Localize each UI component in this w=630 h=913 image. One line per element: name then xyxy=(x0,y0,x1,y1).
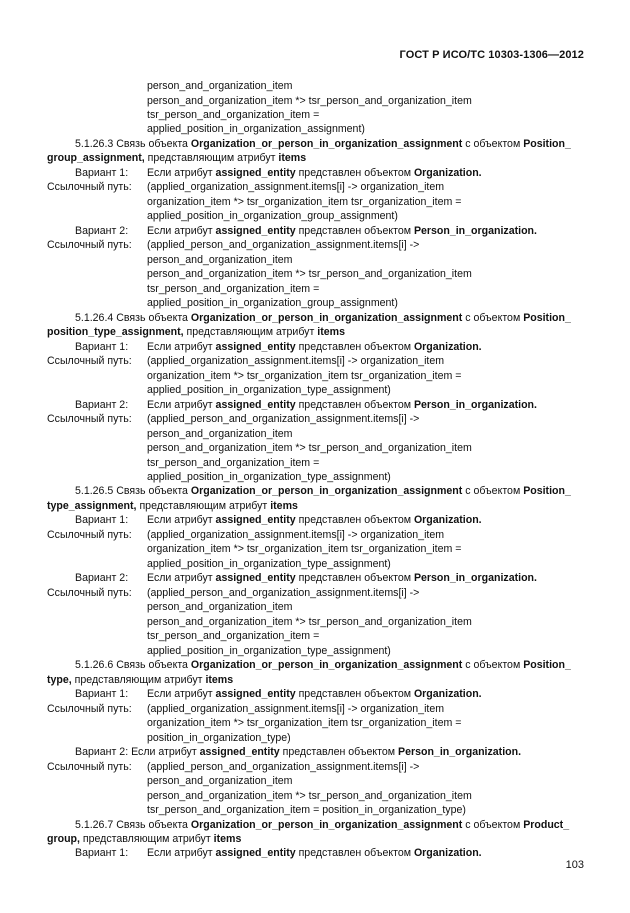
path-line: organization_item *> tsr_organization_item tsr_organization_item = xyxy=(147,717,462,730)
text-segment: представлен объектом xyxy=(295,224,414,237)
text-segment: assigned_entity xyxy=(215,514,296,527)
text-segment: представлен объектом xyxy=(295,340,414,353)
page-number: 103 xyxy=(565,859,584,871)
reference-path-label: Ссылочный путь: xyxy=(47,413,132,425)
text-segment: представляющим атрибут xyxy=(183,326,318,339)
section-heading xyxy=(75,658,571,672)
text-segment: Position_ xyxy=(523,311,571,324)
reference-path-label: Ссылочный путь: xyxy=(47,586,132,599)
path-line: applied_position_in_organization_group_assignment) xyxy=(147,297,398,310)
variant-condition xyxy=(147,398,537,412)
text-segment: type_assignment, xyxy=(47,499,137,512)
text-segment: Position_ xyxy=(523,659,571,672)
section-heading xyxy=(75,137,571,151)
text-segment: assigned_entity xyxy=(215,340,296,353)
text-segment: Если атрибут xyxy=(147,340,216,353)
text-segment: Position_ xyxy=(523,137,571,150)
text-segment: представлен объектом xyxy=(279,746,399,759)
text-segment: Organization. xyxy=(413,847,482,860)
variant-condition xyxy=(147,571,537,585)
path-line: tsr_person_and_organization_item = xyxy=(147,109,320,121)
text-segment: Вариант 2: Если атрибут xyxy=(75,746,200,759)
text-segment: с объектом xyxy=(462,311,524,324)
text-segment: представлен объектом xyxy=(295,847,414,860)
variant-condition xyxy=(147,224,537,238)
variant-condition xyxy=(147,513,482,527)
path-line: person_and_organization_item *> tsr_person_and_organization_item xyxy=(147,615,472,628)
text-segment: Organization. xyxy=(413,514,482,527)
variant-label: Вариант 1: xyxy=(75,688,129,701)
section-heading xyxy=(75,818,569,832)
text-segment: group_assignment, xyxy=(47,152,145,165)
text-segment: position_type_assignment, xyxy=(47,326,184,339)
path-line: applied_position_in_organization_type_assignment) xyxy=(147,557,391,570)
variant-label: Вариант 2: xyxy=(75,224,129,237)
text-segment: items xyxy=(278,152,307,165)
text-segment: type, xyxy=(47,673,72,686)
text-segment: Product_ xyxy=(523,818,570,831)
text-segment: представляющим атрибут xyxy=(71,673,206,686)
text-segment: assigned_entity xyxy=(215,572,296,585)
section-heading xyxy=(75,745,521,759)
reference-path-text: (applied_person_and_organization_assignment.items[i] -> xyxy=(147,239,420,252)
path-line: applied_position_in_organization_group_assignment) xyxy=(147,210,398,223)
text-segment: 5.1.26.7 Связь объекта xyxy=(75,818,191,831)
reference-path-label: Ссылочный путь: xyxy=(47,528,132,541)
path-line: person_and_organization_item xyxy=(147,427,293,440)
text-segment: Если атрибут xyxy=(147,847,216,860)
path-line: person_and_organization_item *> tsr_person_and_organization_item xyxy=(147,442,472,454)
variant-label: Вариант 1: xyxy=(75,340,129,353)
reference-path-label: Ссылочный путь: xyxy=(47,760,132,773)
text-segment: items xyxy=(213,833,242,845)
text-segment: Если атрибут xyxy=(147,166,216,179)
path-line: tsr_person_and_organization_item = xyxy=(147,630,320,643)
reference-path-label: Ссылочный путь: xyxy=(47,355,132,368)
path-line: organization_item *> tsr_organization_item tsr_organization_item = xyxy=(147,543,462,556)
text-segment: assigned_entity xyxy=(215,847,296,860)
path-line: tsr_person_and_organization_item = xyxy=(147,282,320,295)
text-segment: items xyxy=(270,499,298,512)
text-segment: Если атрибут xyxy=(147,224,216,237)
path-line: position_in_organization_type) xyxy=(147,731,291,744)
text-segment: Organization_or_person_in_organization_assignment xyxy=(190,311,463,324)
variant-condition xyxy=(147,687,482,701)
text-segment: 5.1.26.6 Связь объекта xyxy=(75,659,191,672)
path-line: organization_item *> tsr_organization_item tsr_organization_item = xyxy=(147,195,462,208)
text-segment: Если атрибут xyxy=(147,572,216,585)
variant-label: Вариант 1: xyxy=(75,166,129,179)
text-segment: 5.1.26.4 Связь объекта xyxy=(75,311,191,324)
text-segment: Organization_or_person_in_organization_assignment xyxy=(190,659,463,672)
text-segment: 5.1.26.5 Связь объекта xyxy=(75,485,191,498)
text-segment: Organization. xyxy=(413,166,482,179)
path-line: person_and_organization_item *> tsr_person_and_organization_item xyxy=(147,789,472,802)
text-segment: Person_in_organization. xyxy=(413,398,537,411)
reference-path-label: Ссылочный путь: xyxy=(47,239,132,252)
path-line: person_and_organization_item *> tsr_person_and_organization_item xyxy=(147,268,472,281)
text-segment: Organization_or_person_in_organization_assignment xyxy=(190,818,463,831)
variant-label: Вариант 2: xyxy=(75,398,129,411)
text-segment: assigned_entity xyxy=(199,746,280,759)
text-segment: Position_ xyxy=(523,485,571,498)
section-heading-continuation xyxy=(47,325,345,339)
path-line: applied_position_in_organization_type_assignment) xyxy=(147,471,391,483)
path-line: organization_item *> tsr_organization_item tsr_organization_item = xyxy=(147,369,462,382)
text-segment: assigned_entity xyxy=(215,224,296,237)
path-line: person_and_organization_item xyxy=(147,601,293,614)
text-segment: Если атрибут xyxy=(147,688,216,701)
path-line: applied_position_in_organization_assignment) xyxy=(147,123,365,136)
section-heading xyxy=(75,311,571,325)
path-line: tsr_person_and_organization_item = xyxy=(147,456,320,469)
text-segment: представляющим атрибут xyxy=(79,833,214,845)
variant-label: Вариант 1: xyxy=(75,514,129,527)
section-heading-continuation xyxy=(47,151,306,165)
section-heading xyxy=(75,484,571,498)
text-segment: с объектом xyxy=(462,818,524,831)
path-line: person_and_organization_item xyxy=(147,80,293,92)
reference-path-text: (applied_organization_assignment.items[i] -> organization_item xyxy=(147,702,445,715)
variant-condition xyxy=(147,166,482,180)
text-segment: assigned_entity xyxy=(215,688,296,701)
text-segment: Organization_or_person_in_organization_assignment xyxy=(190,137,463,150)
variant-label: Вариант 1: xyxy=(75,847,129,860)
reference-path-label: Ссылочный путь: xyxy=(47,702,132,715)
text-segment: с объектом xyxy=(462,659,524,672)
text-segment: group, xyxy=(47,833,80,845)
text-segment: с объектом xyxy=(462,137,524,150)
document-header: ГОСТ Р ИСО/ТС 10303-1306—2012 xyxy=(399,49,584,61)
section-heading-continuation xyxy=(47,832,241,846)
text-segment: представлен объектом xyxy=(295,166,414,179)
reference-path-label: Ссылочный путь: xyxy=(47,181,132,194)
path-line: person_and_organization_item *> tsr_person_and_organization_item xyxy=(147,94,472,107)
reference-path-text: (applied_person_and_organization_assignment.items[i] -> xyxy=(147,586,420,599)
text-segment: items xyxy=(205,673,234,686)
reference-path-text: (applied_organization_assignment.items[i] -> organization_item xyxy=(147,528,445,541)
text-segment: Если атрибут xyxy=(147,514,216,527)
reference-path-text: (applied_person_and_organization_assignment.items[i] -> xyxy=(147,760,420,773)
text-segment: представляющим атрибут xyxy=(136,499,271,512)
text-segment: Organization. xyxy=(413,340,482,353)
text-segment: представлен объектом xyxy=(295,514,414,527)
reference-path-text: (applied_organization_assignment.items[i] -> organization_item xyxy=(147,355,445,368)
text-segment: Organization_or_person_in_organization_assignment xyxy=(190,485,463,498)
variant-condition xyxy=(147,846,482,860)
section-heading-continuation xyxy=(47,499,298,513)
text-segment: представлен объектом xyxy=(295,398,414,411)
text-segment: 5.1.26.3 Связь объекта xyxy=(75,137,191,150)
variant-condition xyxy=(147,340,482,354)
path-line: tsr_person_and_organization_item = position_in_organization_type) xyxy=(147,804,466,816)
path-line: person_and_organization_item xyxy=(147,775,293,787)
text-segment: Person_in_organization. xyxy=(413,224,537,237)
text-segment: Если атрибут xyxy=(147,398,216,411)
text-segment: представлен объектом xyxy=(295,572,414,585)
text-segment: Organization. xyxy=(413,688,482,701)
text-segment: Person_in_organization. xyxy=(413,572,537,585)
reference-path-text: (applied_person_and_organization_assignment.items[i] -> xyxy=(147,413,420,425)
reference-path-text: (applied_organization_assignment.items[i] -> organization_item xyxy=(147,181,445,194)
text-segment: представлен объектом xyxy=(295,688,414,701)
text-segment: представляющим атрибут xyxy=(144,152,279,165)
path-line: applied_position_in_organization_type_assignment) xyxy=(147,384,391,397)
text-segment: с объектом xyxy=(462,485,524,498)
path-line: applied_position_in_organization_type_assignment) xyxy=(147,644,391,657)
section-heading-continuation xyxy=(47,673,233,687)
path-line: person_and_organization_item xyxy=(147,253,293,266)
text-segment: assigned_entity xyxy=(215,166,296,179)
text-segment: Person_in_organization. xyxy=(398,746,522,759)
text-segment: assigned_entity xyxy=(215,398,296,411)
variant-label: Вариант 2: xyxy=(75,572,129,585)
text-segment: items xyxy=(317,326,345,339)
